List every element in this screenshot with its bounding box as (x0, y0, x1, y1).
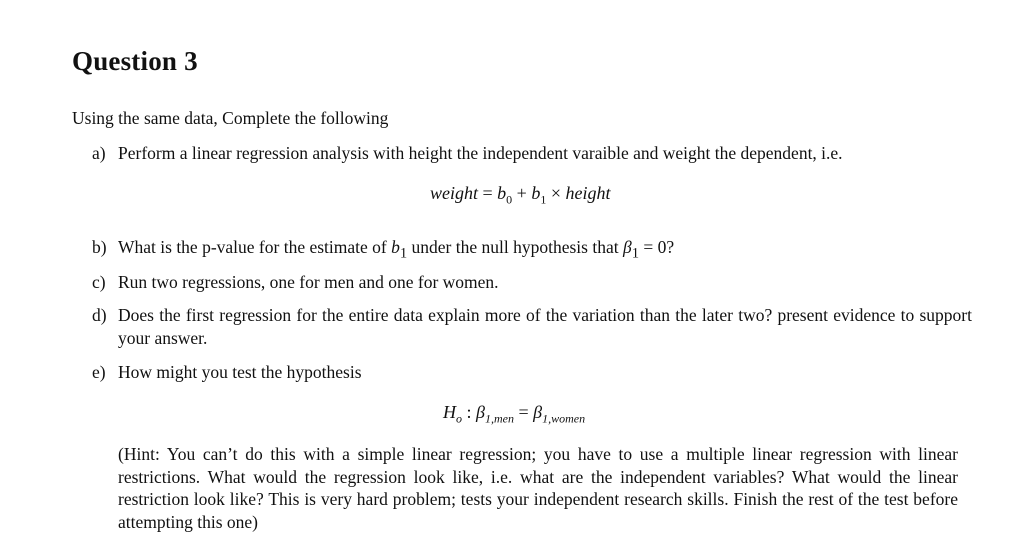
eq-lhs: weight (430, 183, 478, 203)
eq-b1: b (531, 183, 541, 203)
regression-equation (430, 183, 611, 207)
hyp-beta-left: β (476, 402, 485, 422)
item-a-text: Perform a linear regression analysis with height the independent varaible and weight the dependent, i.e. (118, 143, 843, 163)
eq-b0-sub: 0 (506, 192, 513, 207)
hyp-beta-right-sub: 1,women (542, 411, 586, 426)
item-b-b1: b (391, 237, 400, 257)
eq-b0: b (497, 183, 507, 203)
eq-rhs: height (565, 183, 611, 203)
hyp-beta-left-sub: 1,men (484, 411, 514, 426)
item-c (92, 271, 972, 294)
hint-paragraph: (Hint: You can’t do this with a simple linear regression; you have to use a multiple linear regression with linear restrictions. What would the regression look like, i.e. what are the independent variables? What would the linear restriction look like? This is very hard problem; tests your independent research skills. Finish the rest of the test before attempting this one) (118, 444, 958, 532)
hyp-colon: : (466, 402, 472, 422)
item-a (92, 142, 972, 165)
item-e-label: e) (92, 362, 106, 382)
eq-b1-sub: 1 (540, 192, 547, 207)
hyp-beta-right: β (533, 402, 543, 422)
item-b-label: b) (92, 237, 107, 257)
eq-equals: = (482, 183, 493, 203)
item-e-text: How might you test the hypothesis (118, 362, 362, 382)
item-b (92, 236, 972, 262)
eq-times: × (550, 183, 561, 203)
item-d (92, 304, 972, 350)
item-e (92, 361, 972, 384)
item-a-label: a) (92, 143, 106, 163)
hyp-equals: = (518, 402, 529, 422)
hyp-H-sub: o (456, 411, 462, 426)
item-b-text-middle: under the null hypothesis that (411, 237, 619, 257)
eq-plus: + (516, 183, 527, 203)
item-b-text (118, 236, 972, 262)
item-b-beta-sub: 1 (631, 245, 639, 262)
item-c-text: Run two regressions, one for men and one for women. (118, 272, 499, 292)
item-b-b1-sub: 1 (399, 245, 408, 262)
item-b-text-after: = 0? (643, 237, 675, 257)
item-d-text: Does the first regression for the entire data explain more of the variation than the later two? present evidence to support your answer. (118, 305, 972, 348)
item-b-beta: β (622, 237, 632, 257)
hyp-H: H (443, 402, 456, 422)
hypothesis-equation (443, 402, 586, 426)
item-c-label: c) (92, 272, 106, 292)
item-b-text-before: What is the p-value for the estimate of (118, 237, 387, 257)
question-intro: Using the same data, Complete the following (72, 108, 389, 128)
question-title: Question 3 (72, 46, 198, 76)
item-d-label: d) (92, 305, 107, 325)
